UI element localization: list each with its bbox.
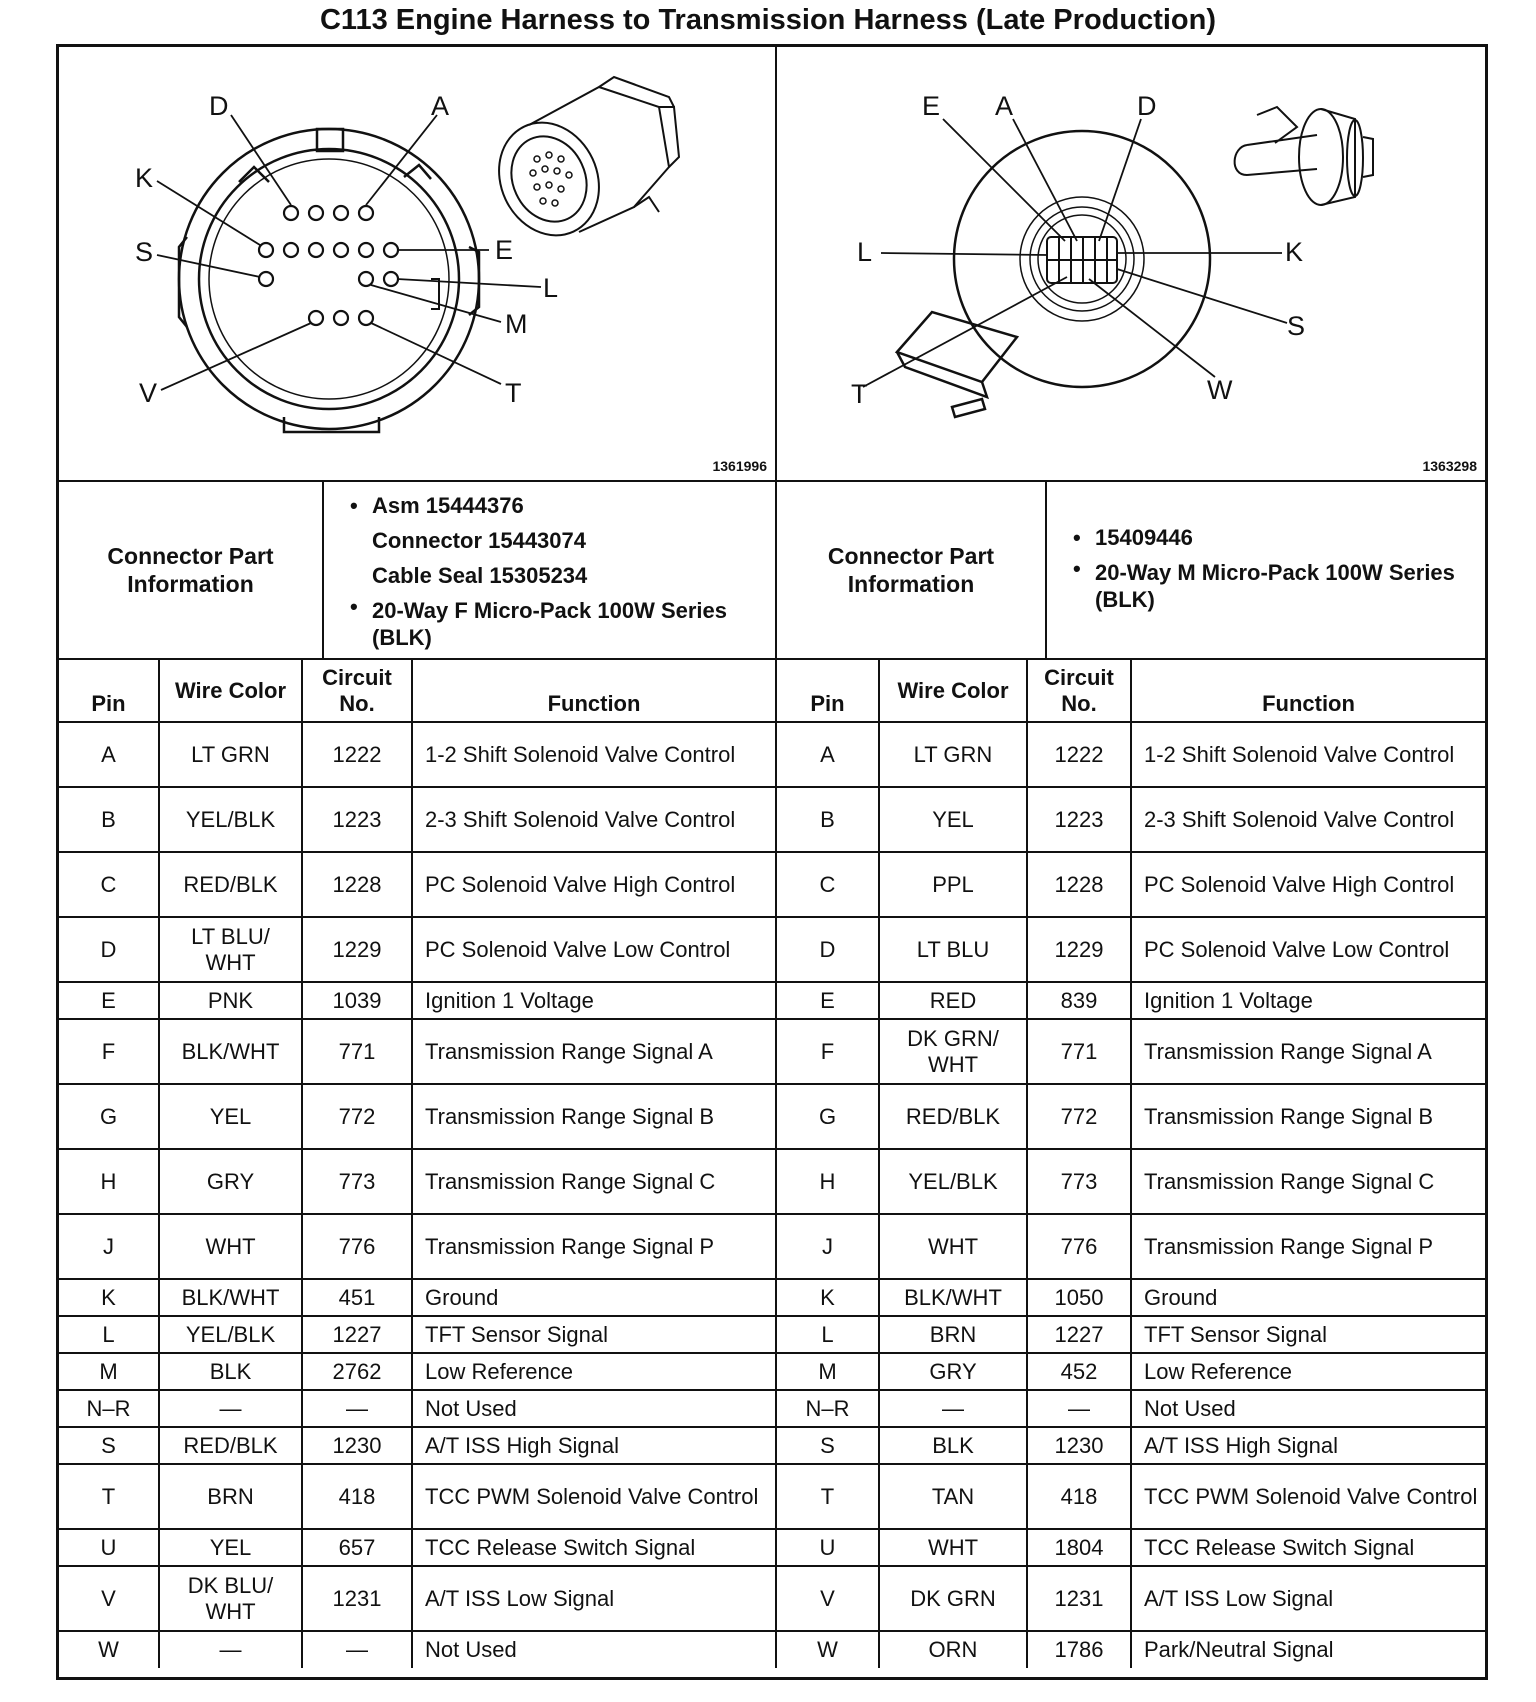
wire-color-cell: WHT bbox=[879, 1214, 1027, 1279]
right-part-info bbox=[777, 482, 1485, 660]
header-circuit-no: Circuit No. bbox=[302, 660, 412, 722]
callout-t: T bbox=[505, 378, 522, 408]
function-cell: 2-3 Shift Solenoid Valve Control bbox=[1131, 787, 1485, 852]
table-row bbox=[59, 1084, 776, 1149]
function-cell: PC Solenoid Valve High Control bbox=[1131, 852, 1485, 917]
circuit-cell: — bbox=[1027, 1390, 1131, 1427]
pin-cell: T bbox=[59, 1464, 159, 1529]
wire-color-cell: — bbox=[159, 1631, 302, 1668]
wire-color-cell: YEL/BLK bbox=[159, 787, 302, 852]
function-cell: Ground bbox=[412, 1279, 776, 1316]
right-connector-drawing bbox=[777, 47, 1483, 480]
callout-l: L bbox=[857, 237, 873, 267]
callout-a: A bbox=[431, 91, 450, 121]
connector-sheet bbox=[56, 44, 1488, 1680]
pin-cavities bbox=[259, 206, 398, 325]
table-header-row bbox=[777, 660, 1485, 722]
pin-cell: D bbox=[59, 917, 159, 982]
pin-cell: U bbox=[59, 1529, 159, 1566]
circuit-cell: 839 bbox=[1027, 982, 1131, 1019]
callout-a: A bbox=[995, 91, 1014, 121]
circuit-cell: 1231 bbox=[302, 1566, 412, 1631]
wire-color-cell: RED/BLK bbox=[159, 852, 302, 917]
table-row bbox=[59, 852, 776, 917]
table-row bbox=[59, 1464, 776, 1529]
wire-color-cell: BLK/WHT bbox=[159, 1019, 302, 1084]
circuit-cell: 452 bbox=[1027, 1353, 1131, 1390]
table-row bbox=[777, 982, 1485, 1019]
function-cell: Transmission Range Signal B bbox=[412, 1084, 776, 1149]
pin-cell: C bbox=[777, 852, 879, 917]
table-row bbox=[59, 787, 776, 852]
function-cell: Ground bbox=[1131, 1279, 1485, 1316]
wire-color-cell: ORN bbox=[879, 1631, 1027, 1668]
wire-color-cell: BLK bbox=[159, 1353, 302, 1390]
function-cell: Low Reference bbox=[412, 1353, 776, 1390]
pin-cell: W bbox=[59, 1631, 159, 1668]
pin-cell: E bbox=[59, 982, 159, 1019]
table-row bbox=[777, 852, 1485, 917]
table-row bbox=[777, 1149, 1485, 1214]
callout-k: K bbox=[1285, 237, 1304, 267]
wire-color-cell: BRN bbox=[159, 1464, 302, 1529]
callout-t: T bbox=[851, 379, 868, 409]
wire-color-cell: BLK/WHT bbox=[159, 1279, 302, 1316]
wire-color-cell: RED bbox=[879, 982, 1027, 1019]
circuit-cell: 1050 bbox=[1027, 1279, 1131, 1316]
function-cell: PC Solenoid Valve Low Control bbox=[1131, 917, 1485, 982]
table-row bbox=[59, 1353, 776, 1390]
right-info-line: • 15409446 bbox=[1067, 520, 1475, 555]
circuit-cell: 1231 bbox=[1027, 1566, 1131, 1631]
left-table-body bbox=[59, 722, 776, 1668]
wire-color-cell: BLK/WHT bbox=[879, 1279, 1027, 1316]
page-title: C113 Engine Harness to Transmission Harness (Late Production) bbox=[319, 4, 1217, 36]
pin-cell: D bbox=[777, 917, 879, 982]
housing-latch bbox=[317, 129, 343, 151]
circuit-cell: 773 bbox=[302, 1149, 412, 1214]
function-cell: Transmission Range Signal A bbox=[412, 1019, 776, 1084]
connector-body-side bbox=[897, 352, 987, 397]
circuit-cell: 1228 bbox=[302, 852, 412, 917]
wire-color-cell: DK GRN/ WHT bbox=[879, 1019, 1027, 1084]
pin-cell: T bbox=[777, 1464, 879, 1529]
function-cell: A/T ISS Low Signal bbox=[412, 1566, 776, 1631]
wire-color-cell: PNK bbox=[159, 982, 302, 1019]
circuit-cell: 773 bbox=[1027, 1149, 1131, 1214]
table-row bbox=[777, 1529, 1485, 1566]
table-row bbox=[777, 917, 1485, 982]
wire-color-cell: RED/BLK bbox=[159, 1427, 302, 1464]
callout-m: M bbox=[505, 309, 528, 339]
pin-cell: K bbox=[59, 1279, 159, 1316]
wire-color-cell: YEL/BLK bbox=[879, 1149, 1027, 1214]
table-row bbox=[59, 1214, 776, 1279]
right-figure-number: 1363298 bbox=[1422, 458, 1477, 474]
table-row bbox=[777, 1631, 1485, 1668]
wire-color-cell: YEL bbox=[159, 1084, 302, 1149]
table-row bbox=[777, 1019, 1485, 1084]
left-info-line: • 20-Way F Micro-Pack 100W Series (BLK) bbox=[344, 593, 765, 651]
table-row bbox=[59, 1019, 776, 1084]
housing-inner-ring bbox=[199, 149, 459, 409]
function-cell: A/T ISS Low Signal bbox=[1131, 1566, 1485, 1631]
circuit-cell: 1230 bbox=[302, 1427, 412, 1464]
table-row bbox=[59, 722, 776, 787]
circuit-cell: 1222 bbox=[1027, 722, 1131, 787]
right-connector-diagram bbox=[777, 47, 1485, 482]
wire-color-cell: TAN bbox=[879, 1464, 1027, 1529]
circuit-cell: 771 bbox=[1027, 1019, 1131, 1084]
pin-cell: A bbox=[59, 722, 159, 787]
callout-e: E bbox=[922, 91, 941, 121]
function-cell: 2-3 Shift Solenoid Valve Control bbox=[412, 787, 776, 852]
pin-cell: A bbox=[777, 722, 879, 787]
wire-color-cell: YEL/BLK bbox=[159, 1316, 302, 1353]
function-cell: A/T ISS High Signal bbox=[412, 1427, 776, 1464]
function-cell: 1-2 Shift Solenoid Valve Control bbox=[1131, 722, 1485, 787]
table-row bbox=[777, 722, 1485, 787]
callout-d: D bbox=[209, 91, 229, 121]
wire-color-cell: WHT bbox=[159, 1214, 302, 1279]
wire-color-cell: BLK bbox=[879, 1427, 1027, 1464]
circuit-cell: 1786 bbox=[1027, 1631, 1131, 1668]
wire-color-cell: YEL bbox=[879, 787, 1027, 852]
left-connector-drawing bbox=[59, 47, 775, 480]
right-table-body bbox=[777, 722, 1485, 1668]
function-cell: Transmission Range Signal A bbox=[1131, 1019, 1485, 1084]
function-cell: A/T ISS High Signal bbox=[1131, 1427, 1485, 1464]
wire-color-cell: LT BLU bbox=[879, 917, 1027, 982]
circuit-cell: 776 bbox=[302, 1214, 412, 1279]
header-wire-color: Wire Color bbox=[159, 660, 302, 722]
function-cell: Not Used bbox=[1131, 1390, 1485, 1427]
pin-cell: F bbox=[59, 1019, 159, 1084]
wire-color-cell: GRY bbox=[159, 1149, 302, 1214]
table-row bbox=[777, 1566, 1485, 1631]
function-cell: TFT Sensor Signal bbox=[412, 1316, 776, 1353]
function-cell: TCC Release Switch Signal bbox=[1131, 1529, 1485, 1566]
circuit-cell: 418 bbox=[1027, 1464, 1131, 1529]
pin-cell: J bbox=[59, 1214, 159, 1279]
callout-e: E bbox=[495, 235, 514, 265]
pin-cell: S bbox=[59, 1427, 159, 1464]
pin-cell: E bbox=[777, 982, 879, 1019]
pin-cell: B bbox=[777, 787, 879, 852]
pin-cell: K bbox=[777, 1279, 879, 1316]
left-info-line: Connector 15443074 bbox=[372, 528, 586, 553]
callout-s: S bbox=[1287, 311, 1306, 341]
pin-cell: L bbox=[777, 1316, 879, 1353]
function-cell: Transmission Range Signal C bbox=[412, 1149, 776, 1214]
pin-cell: F bbox=[777, 1019, 879, 1084]
wire-color-cell: DK BLU/ WHT bbox=[159, 1566, 302, 1631]
header-function: Function bbox=[1131, 660, 1485, 722]
pin-cell: S bbox=[777, 1427, 879, 1464]
circuit-cell: 1227 bbox=[302, 1316, 412, 1353]
circuit-cell: — bbox=[302, 1631, 412, 1668]
table-row bbox=[59, 1390, 776, 1427]
table-row bbox=[777, 1427, 1485, 1464]
table-row bbox=[59, 1529, 776, 1566]
circuit-cell: 1229 bbox=[302, 917, 412, 982]
pin-cell: G bbox=[777, 1084, 879, 1149]
wire-color-cell: — bbox=[879, 1390, 1027, 1427]
header-circuit-no: Circuit No. bbox=[1027, 660, 1131, 722]
function-cell: Park/Neutral Signal bbox=[1131, 1631, 1485, 1668]
function-cell: PC Solenoid Valve High Control bbox=[412, 852, 776, 917]
wire-color-cell: YEL bbox=[159, 1529, 302, 1566]
circuit-cell: 1804 bbox=[1027, 1529, 1131, 1566]
table-header-row bbox=[59, 660, 776, 722]
right-pin-table bbox=[777, 660, 1485, 1668]
circuit-cell: 451 bbox=[302, 1279, 412, 1316]
wire-color-cell: RED/BLK bbox=[879, 1084, 1027, 1149]
callout-v: V bbox=[139, 378, 158, 408]
circuit-cell: 772 bbox=[302, 1084, 412, 1149]
circuit-cell: 772 bbox=[1027, 1084, 1131, 1149]
wire-color-cell: PPL bbox=[879, 852, 1027, 917]
callout-d: D bbox=[1137, 91, 1157, 121]
table-row bbox=[59, 1149, 776, 1214]
table-row bbox=[777, 1084, 1485, 1149]
header-function: Function bbox=[412, 660, 776, 722]
left-info-line: Cable Seal 15305234 bbox=[372, 563, 588, 588]
circuit-cell: 1222 bbox=[302, 722, 412, 787]
function-cell: Transmission Range Signal B bbox=[1131, 1084, 1485, 1149]
circuit-cell: — bbox=[302, 1390, 412, 1427]
pin-cell: N–R bbox=[59, 1390, 159, 1427]
function-cell: TCC PWM Solenoid Valve Control bbox=[412, 1464, 776, 1529]
header-wire-color: Wire Color bbox=[879, 660, 1027, 722]
wire-color-cell: DK GRN bbox=[879, 1566, 1027, 1631]
circuit-cell: 1039 bbox=[302, 982, 412, 1019]
pin-cell: H bbox=[59, 1149, 159, 1214]
left-leader-lines bbox=[157, 115, 541, 390]
table-row bbox=[777, 1464, 1485, 1529]
circuit-cell: 2762 bbox=[302, 1353, 412, 1390]
pin-cell: G bbox=[59, 1084, 159, 1149]
callout-l: L bbox=[543, 273, 559, 303]
pin-cell: V bbox=[59, 1566, 159, 1631]
table-row bbox=[59, 1279, 776, 1316]
function-cell: TCC Release Switch Signal bbox=[412, 1529, 776, 1566]
table-row bbox=[59, 1631, 776, 1668]
header-pin: Pin bbox=[59, 660, 159, 722]
left-connector-isometric bbox=[481, 77, 679, 252]
wire-color-cell: BRN bbox=[879, 1316, 1027, 1353]
table-row bbox=[59, 1566, 776, 1631]
wire-color-cell: LT BLU/ WHT bbox=[159, 917, 302, 982]
right-connector-isometric bbox=[1235, 107, 1373, 205]
wire-color-cell: GRY bbox=[879, 1353, 1027, 1390]
function-cell: Not Used bbox=[412, 1631, 776, 1668]
circuit-cell: 1223 bbox=[1027, 787, 1131, 852]
function-cell: Low Reference bbox=[1131, 1353, 1485, 1390]
table-row bbox=[777, 787, 1485, 852]
pin-cell: H bbox=[777, 1149, 879, 1214]
pin-cell: C bbox=[59, 852, 159, 917]
callout-w: W bbox=[1207, 375, 1233, 405]
circuit-cell: 1228 bbox=[1027, 852, 1131, 917]
header-pin: Pin bbox=[777, 660, 879, 722]
right-info-list bbox=[1047, 482, 1485, 658]
wire-color-cell: LT GRN bbox=[879, 722, 1027, 787]
left-part-info bbox=[59, 482, 777, 660]
left-connector-diagram bbox=[59, 47, 777, 482]
function-cell: Transmission Range Signal P bbox=[412, 1214, 776, 1279]
function-cell: 1-2 Shift Solenoid Valve Control bbox=[412, 722, 776, 787]
table-row bbox=[777, 1214, 1485, 1279]
circuit-cell: 1230 bbox=[1027, 1427, 1131, 1464]
function-cell: PC Solenoid Valve Low Control bbox=[412, 917, 776, 982]
connector-latch bbox=[952, 399, 985, 417]
pin-cell: U bbox=[777, 1529, 879, 1566]
table-row bbox=[777, 1279, 1485, 1316]
circuit-cell: 776 bbox=[1027, 1214, 1131, 1279]
wire-color-cell: WHT bbox=[879, 1529, 1027, 1566]
right-info-label: Connector Part Information bbox=[777, 482, 1047, 658]
table-row bbox=[59, 982, 776, 1019]
pin-block bbox=[1047, 237, 1117, 283]
wire-color-cell: — bbox=[159, 1390, 302, 1427]
pin-cell: L bbox=[59, 1316, 159, 1353]
pin-cell: V bbox=[777, 1566, 879, 1631]
pin-cell: N–R bbox=[777, 1390, 879, 1427]
pin-cell: B bbox=[59, 787, 159, 852]
function-cell: TCC PWM Solenoid Valve Control bbox=[1131, 1464, 1485, 1529]
left-info-line: • Asm 15444376 bbox=[344, 488, 765, 523]
left-figure-number: 1361996 bbox=[712, 458, 767, 474]
function-cell: Not Used bbox=[412, 1390, 776, 1427]
left-info-list bbox=[324, 482, 775, 658]
table-row bbox=[777, 1390, 1485, 1427]
right-info-line: • 20-Way M Micro-Pack 100W Series (BLK) bbox=[1067, 555, 1475, 613]
circuit-cell: 657 bbox=[302, 1529, 412, 1566]
function-cell: Ignition 1 Voltage bbox=[1131, 982, 1485, 1019]
callout-k: K bbox=[135, 163, 154, 193]
circuit-cell: 771 bbox=[302, 1019, 412, 1084]
wire-color-cell: LT GRN bbox=[159, 722, 302, 787]
table-row bbox=[59, 1316, 776, 1353]
pin-cell: M bbox=[59, 1353, 159, 1390]
right-leader-lines bbox=[863, 119, 1287, 387]
circuit-cell: 418 bbox=[302, 1464, 412, 1529]
left-pin-table bbox=[59, 660, 777, 1668]
circuit-cell: 1223 bbox=[302, 787, 412, 852]
callout-s: S bbox=[135, 237, 154, 267]
left-info-label: Connector Part Information bbox=[59, 482, 324, 658]
function-cell: Transmission Range Signal P bbox=[1131, 1214, 1485, 1279]
function-cell: Ignition 1 Voltage bbox=[412, 982, 776, 1019]
table-row bbox=[777, 1316, 1485, 1353]
table-row bbox=[59, 1427, 776, 1464]
table-row bbox=[59, 917, 776, 982]
circuit-cell: 1227 bbox=[1027, 1316, 1131, 1353]
circuit-cell: 1229 bbox=[1027, 917, 1131, 982]
pin-cell: W bbox=[777, 1631, 879, 1668]
function-cell: Transmission Range Signal C bbox=[1131, 1149, 1485, 1214]
function-cell: TFT Sensor Signal bbox=[1131, 1316, 1485, 1353]
pin-cell: J bbox=[777, 1214, 879, 1279]
table-row bbox=[777, 1353, 1485, 1390]
pin-cell: M bbox=[777, 1353, 879, 1390]
